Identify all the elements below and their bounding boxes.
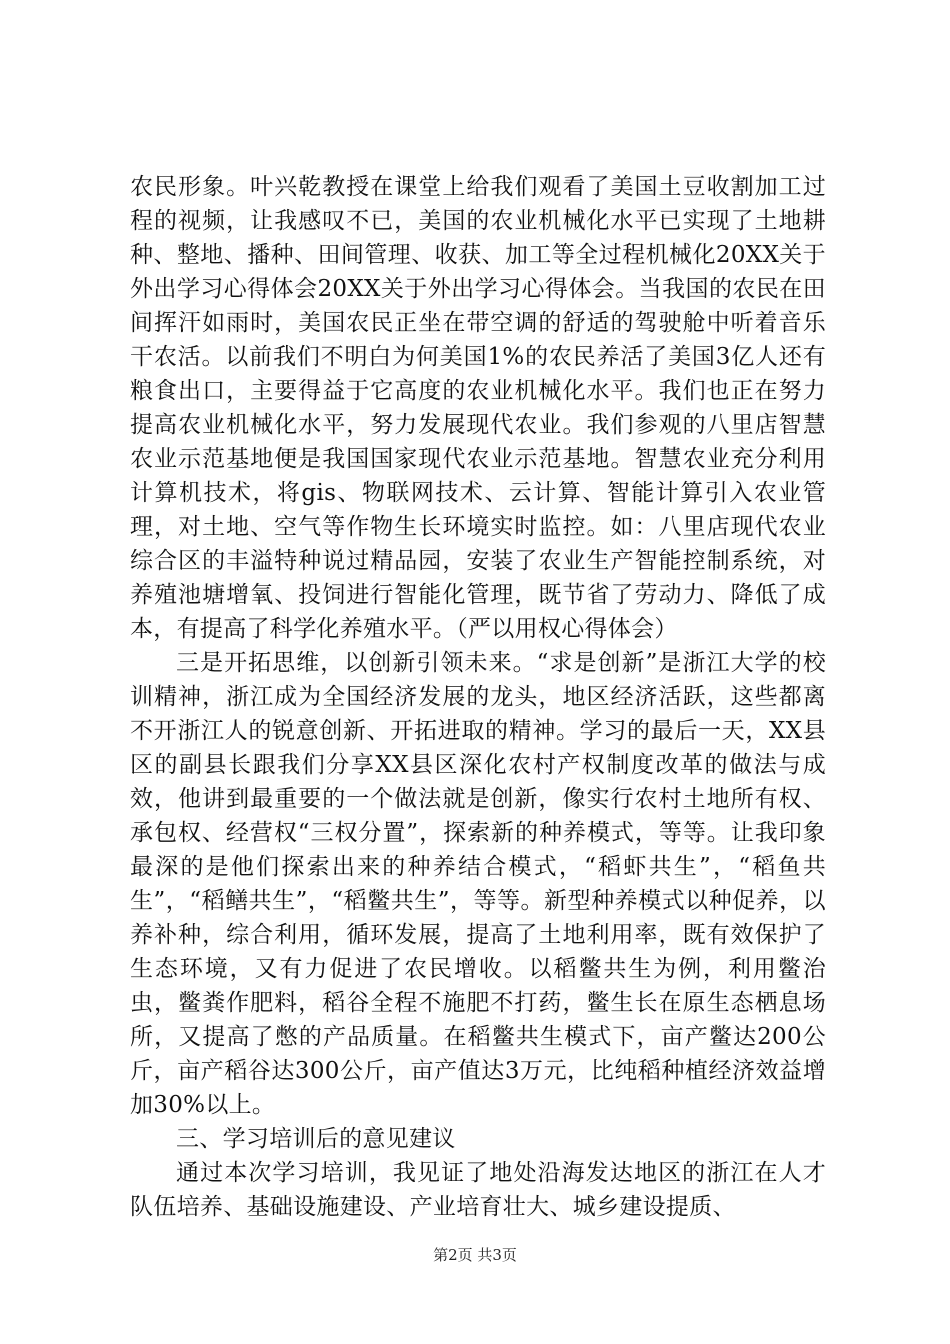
document-body <box>130 170 826 1224</box>
section-heading: 三、学习培训后的意见建议 <box>176 1126 456 1152</box>
page-number-footer: 第2页 共3页 <box>433 1246 517 1264</box>
paragraph-2: 三是开拓思维，以创新引领未来。“求是创新”是浙江大学的校训精神，浙江成为全国经济发展的龙头，地区经济活跃，这些都离不开浙江人的锐意创新、开拓进取的精神。学习的最后一天，XX县区的副县长跟我们分享XX县区深化农村产权制度改革的做法与成效，他讲到最重要的一个做法就是创新，像实行农村土地所有权、承包权、经营权“三权分置”，探索新的种养模式，等等。让我印象最深的是他们探索出来的种养结合模式，“稻虾共生”，“稻鱼共生”，“稻鳝共生”，“稻鳖共生”，等等。新型种养模式以种促养，以养补种，综合利用，循环发展，提高了土地利用率，既有效保护了生态环境，又有力促进了农民增收。以稻鳖共生为例，利用鳖治虫，鳖粪作肥料，稻谷全程不施肥不打药，鳖生长在原生态栖息场所，又提高了憋的产品质量。在稻鳖共生模式下，亩产鳖达200公斤，亩产稻谷达300公斤，亩产值达3万元，比纯稻种植经济效益增加30%以上。 <box>130 650 826 1118</box>
paragraph-3: 通过本次学习培训，我见证了地处沿海发达地区的浙江在人才队伍培养、基础设施建设、产业培育壮大、城乡建设提质、 <box>130 1160 826 1220</box>
paragraph-1: 农民形象。叶兴乾教授在课堂上给我们观看了美国土豆收割加工过程的视频，让我感叹不已，美国的农业机械化水平已实现了土地耕种、整地、播种、田间管理、收获、加工等全过程机械化20XX关于外出学习心得体会20XX关于外出学习心得体会。当我国的农民在田间挥汗如雨时，美国农民正坐在带空调的舒适的驾驶舱中听着音乐干农活。以前我们不明白为何美国1%的农民养活了美国3亿人还有粮食出口，主要得益于它高度的农业机械化水平。我们也正在努力提高农业机械化水平，努力发展现代农业。我们参观的八里店智慧农业示范基地便是我国国家现代农业示范基地。智慧农业充分利用计算机技术，将gis、物联网技术、云计算、智能计算引入农业管理，对土地、空气等作物生长环境实时监控。如：八里店现代农业综合区的丰溢特种说过精品园，安装了农业生产智能控制系统，对养殖池塘增氧、投饲进行智能化管理，既节省了劳动力、降低了成本，有提高了科学化养殖水平。（严以用权心得体会） <box>130 174 826 642</box>
